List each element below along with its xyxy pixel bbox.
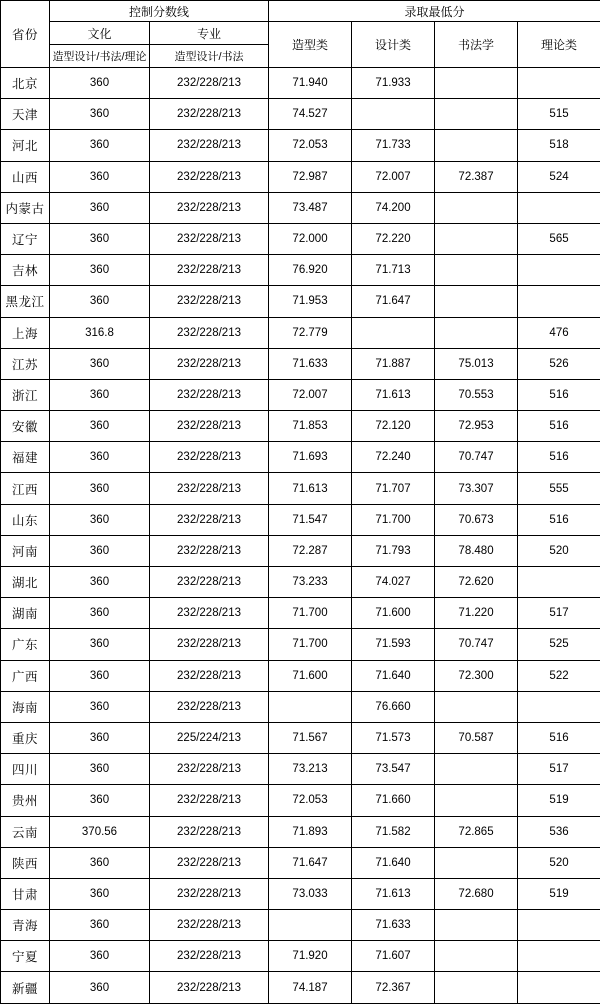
cell-culture: 360 — [50, 567, 150, 598]
cell-calligraphy — [435, 972, 518, 1003]
table-row — [1, 504, 600, 535]
cell-design: 71.607 — [352, 941, 435, 972]
cell-modeling: 73.487 — [269, 192, 352, 223]
cell-design: 71.613 — [352, 379, 435, 410]
cell-province: 黑龙江 — [1, 286, 50, 317]
cell-calligraphy — [435, 99, 518, 130]
cell-theory — [518, 972, 600, 1003]
cell-theory: 518 — [518, 130, 600, 161]
cell-major: 232/228/213 — [150, 598, 269, 629]
cell-culture: 360 — [50, 660, 150, 691]
table-row — [1, 379, 600, 410]
cell-theory: 565 — [518, 223, 600, 254]
cell-culture: 360 — [50, 504, 150, 535]
table-row — [1, 473, 600, 504]
header-min-admission: 录取最低分 — [269, 1, 600, 22]
cell-major: 232/228/213 — [150, 411, 269, 442]
table-row — [1, 68, 600, 99]
cell-calligraphy — [435, 68, 518, 99]
cell-modeling: 73.233 — [269, 567, 352, 598]
cell-calligraphy — [435, 130, 518, 161]
cell-province: 山西 — [1, 161, 50, 192]
cell-design: 72.220 — [352, 223, 435, 254]
cell-major: 232/228/213 — [150, 223, 269, 254]
cell-culture: 360 — [50, 878, 150, 909]
header-control-line: 控制分数线 — [50, 1, 269, 22]
cell-calligraphy: 72.387 — [435, 161, 518, 192]
cell-major: 232/228/213 — [150, 972, 269, 1003]
cell-culture: 360 — [50, 379, 150, 410]
cell-modeling: 71.693 — [269, 442, 352, 473]
cell-design: 71.613 — [352, 878, 435, 909]
cell-modeling: 73.213 — [269, 754, 352, 785]
cell-calligraphy — [435, 286, 518, 317]
cell-province: 河北 — [1, 130, 50, 161]
cell-province: 河南 — [1, 535, 50, 566]
cell-province: 上海 — [1, 317, 50, 348]
cell-theory: 516 — [518, 442, 600, 473]
cell-calligraphy: 73.307 — [435, 473, 518, 504]
table-row — [1, 317, 600, 348]
cell-culture: 360 — [50, 691, 150, 722]
table-row — [1, 223, 600, 254]
cell-calligraphy — [435, 785, 518, 816]
cell-province: 海南 — [1, 691, 50, 722]
cell-major: 232/228/213 — [150, 660, 269, 691]
cell-design: 71.733 — [352, 130, 435, 161]
cell-culture: 360 — [50, 223, 150, 254]
cell-calligraphy — [435, 255, 518, 286]
cell-theory: 520 — [518, 847, 600, 878]
cell-theory: 520 — [518, 535, 600, 566]
cell-theory — [518, 567, 600, 598]
cell-major: 225/224/213 — [150, 722, 269, 753]
cell-modeling: 71.700 — [269, 598, 352, 629]
cell-theory: 555 — [518, 473, 600, 504]
cell-modeling: 71.893 — [269, 816, 352, 847]
cell-province: 浙江 — [1, 379, 50, 410]
cell-culture: 360 — [50, 442, 150, 473]
cell-modeling: 72.053 — [269, 130, 352, 161]
cell-modeling: 71.600 — [269, 660, 352, 691]
header-row-middle — [1, 22, 600, 45]
cell-modeling: 71.647 — [269, 847, 352, 878]
header-culture: 文化 — [50, 22, 150, 45]
cell-province: 湖北 — [1, 567, 50, 598]
table-row — [1, 535, 600, 566]
cell-modeling: 72.007 — [269, 379, 352, 410]
cell-province: 天津 — [1, 99, 50, 130]
table-row — [1, 785, 600, 816]
cell-modeling: 71.633 — [269, 348, 352, 379]
cell-major: 232/228/213 — [150, 691, 269, 722]
cell-province: 北京 — [1, 68, 50, 99]
table-row — [1, 660, 600, 691]
cell-modeling: 71.700 — [269, 629, 352, 660]
cell-theory: 516 — [518, 504, 600, 535]
cell-province: 安徽 — [1, 411, 50, 442]
cell-major: 232/228/213 — [150, 286, 269, 317]
table-row — [1, 722, 600, 753]
cell-theory: 515 — [518, 99, 600, 130]
cell-design: 72.007 — [352, 161, 435, 192]
cell-major: 232/228/213 — [150, 192, 269, 223]
cell-culture: 316.8 — [50, 317, 150, 348]
cell-modeling — [269, 910, 352, 941]
cell-theory — [518, 910, 600, 941]
cell-culture: 360 — [50, 192, 150, 223]
cell-culture: 360 — [50, 286, 150, 317]
cell-major: 232/228/213 — [150, 816, 269, 847]
cell-calligraphy: 72.300 — [435, 660, 518, 691]
cell-modeling: 73.033 — [269, 878, 352, 909]
table-row — [1, 567, 600, 598]
cell-major: 232/228/213 — [150, 68, 269, 99]
cell-province: 四川 — [1, 754, 50, 785]
cell-calligraphy — [435, 754, 518, 785]
cell-calligraphy — [435, 223, 518, 254]
cell-design: 71.640 — [352, 660, 435, 691]
cell-province: 贵州 — [1, 785, 50, 816]
cell-major: 232/228/213 — [150, 535, 269, 566]
table-body — [1, 68, 600, 1004]
cell-theory — [518, 691, 600, 722]
cell-design: 73.547 — [352, 754, 435, 785]
cell-province: 江苏 — [1, 348, 50, 379]
cell-major: 232/228/213 — [150, 130, 269, 161]
cell-calligraphy: 72.865 — [435, 816, 518, 847]
cell-design: 72.367 — [352, 972, 435, 1003]
cell-theory — [518, 286, 600, 317]
table-row — [1, 130, 600, 161]
table-row — [1, 161, 600, 192]
cell-modeling: 74.187 — [269, 972, 352, 1003]
cell-major: 232/228/213 — [150, 379, 269, 410]
cell-culture: 360 — [50, 785, 150, 816]
cell-calligraphy: 70.587 — [435, 722, 518, 753]
cell-theory: 519 — [518, 785, 600, 816]
cell-province: 广东 — [1, 629, 50, 660]
cell-modeling: 72.000 — [269, 223, 352, 254]
table-row — [1, 598, 600, 629]
cell-design: 76.660 — [352, 691, 435, 722]
cell-theory — [518, 941, 600, 972]
cell-culture: 360 — [50, 629, 150, 660]
cell-province: 湖南 — [1, 598, 50, 629]
header-province: 省份 — [1, 1, 50, 68]
cell-calligraphy: 72.953 — [435, 411, 518, 442]
cell-province: 甘肃 — [1, 878, 50, 909]
cell-culture: 360 — [50, 255, 150, 286]
cell-province: 宁夏 — [1, 941, 50, 972]
cell-modeling: 72.987 — [269, 161, 352, 192]
cell-province: 重庆 — [1, 722, 50, 753]
cell-culture: 360 — [50, 972, 150, 1003]
cell-major: 232/228/213 — [150, 878, 269, 909]
cell-major: 232/228/213 — [150, 754, 269, 785]
cell-theory: 517 — [518, 598, 600, 629]
cell-calligraphy: 78.480 — [435, 535, 518, 566]
cell-culture: 360 — [50, 348, 150, 379]
cell-modeling: 71.567 — [269, 722, 352, 753]
cell-theory: 524 — [518, 161, 600, 192]
table-row — [1, 442, 600, 473]
cell-theory — [518, 68, 600, 99]
cell-culture: 360 — [50, 941, 150, 972]
cell-calligraphy — [435, 941, 518, 972]
cell-calligraphy: 70.673 — [435, 504, 518, 535]
cell-design: 71.713 — [352, 255, 435, 286]
cell-theory: 526 — [518, 348, 600, 379]
cell-major: 232/228/213 — [150, 941, 269, 972]
cell-calligraphy: 72.620 — [435, 567, 518, 598]
cell-design: 71.600 — [352, 598, 435, 629]
cell-design — [352, 317, 435, 348]
header-theory: 理论类 — [518, 22, 600, 68]
cell-calligraphy — [435, 317, 518, 348]
header-modeling: 造型类 — [269, 22, 352, 68]
cell-design: 72.120 — [352, 411, 435, 442]
cell-modeling: 71.853 — [269, 411, 352, 442]
cell-theory: 517 — [518, 754, 600, 785]
cell-major: 232/228/213 — [150, 847, 269, 878]
cell-modeling: 71.953 — [269, 286, 352, 317]
cell-design: 71.647 — [352, 286, 435, 317]
header-major: 专业 — [150, 22, 269, 45]
cell-province: 江西 — [1, 473, 50, 504]
cell-calligraphy: 70.747 — [435, 629, 518, 660]
cell-calligraphy: 75.013 — [435, 348, 518, 379]
table-row — [1, 972, 600, 1003]
cell-culture: 370.56 — [50, 816, 150, 847]
cell-major: 232/228/213 — [150, 629, 269, 660]
cell-calligraphy — [435, 192, 518, 223]
cell-theory: 516 — [518, 722, 600, 753]
cell-culture: 360 — [50, 130, 150, 161]
cell-major: 232/228/213 — [150, 567, 269, 598]
table-row — [1, 192, 600, 223]
cell-culture: 360 — [50, 910, 150, 941]
cell-culture: 360 — [50, 722, 150, 753]
cell-theory — [518, 192, 600, 223]
cell-calligraphy — [435, 910, 518, 941]
cell-culture: 360 — [50, 598, 150, 629]
cell-modeling: 71.613 — [269, 473, 352, 504]
table-row — [1, 691, 600, 722]
cell-major: 232/228/213 — [150, 317, 269, 348]
cell-modeling: 74.527 — [269, 99, 352, 130]
table-row — [1, 286, 600, 317]
table-row — [1, 878, 600, 909]
header-major-sub: 造型设计/书法 — [150, 45, 269, 68]
cell-major: 232/228/213 — [150, 99, 269, 130]
cell-culture: 360 — [50, 99, 150, 130]
cell-theory — [518, 255, 600, 286]
cell-theory: 516 — [518, 379, 600, 410]
cell-design: 71.573 — [352, 722, 435, 753]
cell-culture: 360 — [50, 535, 150, 566]
cell-calligraphy — [435, 691, 518, 722]
cell-province: 福建 — [1, 442, 50, 473]
cell-modeling: 71.920 — [269, 941, 352, 972]
cell-major: 232/228/213 — [150, 504, 269, 535]
cell-calligraphy: 70.553 — [435, 379, 518, 410]
cell-design: 72.240 — [352, 442, 435, 473]
cell-modeling: 72.053 — [269, 785, 352, 816]
table-row — [1, 255, 600, 286]
cell-theory: 522 — [518, 660, 600, 691]
cell-culture: 360 — [50, 411, 150, 442]
header-design: 设计类 — [352, 22, 435, 68]
table-row — [1, 847, 600, 878]
cell-modeling — [269, 691, 352, 722]
cell-major: 232/228/213 — [150, 785, 269, 816]
cell-design: 71.707 — [352, 473, 435, 504]
header-calligraphy: 书法学 — [435, 22, 518, 68]
table-row — [1, 411, 600, 442]
table-row — [1, 754, 600, 785]
cell-design: 71.887 — [352, 348, 435, 379]
cell-major: 232/228/213 — [150, 910, 269, 941]
cell-theory: 476 — [518, 317, 600, 348]
cell-calligraphy: 70.747 — [435, 442, 518, 473]
cell-design: 71.593 — [352, 629, 435, 660]
cell-province: 青海 — [1, 910, 50, 941]
cell-culture: 360 — [50, 754, 150, 785]
cell-culture: 360 — [50, 473, 150, 504]
cell-design: 71.640 — [352, 847, 435, 878]
cell-province: 内蒙古 — [1, 192, 50, 223]
header-culture-sub: 造型设计/书法/理论 — [50, 45, 150, 68]
table-row — [1, 816, 600, 847]
table-row — [1, 941, 600, 972]
header-row-top — [1, 1, 600, 22]
cell-culture: 360 — [50, 68, 150, 99]
cell-province: 广西 — [1, 660, 50, 691]
cell-province: 山东 — [1, 504, 50, 535]
cell-calligraphy: 71.220 — [435, 598, 518, 629]
cell-province: 云南 — [1, 816, 50, 847]
table-row — [1, 348, 600, 379]
cell-theory: 536 — [518, 816, 600, 847]
cell-modeling: 71.940 — [269, 68, 352, 99]
cell-major: 232/228/213 — [150, 473, 269, 504]
table-row — [1, 910, 600, 941]
cell-design: 71.660 — [352, 785, 435, 816]
cell-theory: 519 — [518, 878, 600, 909]
cell-design: 74.027 — [352, 567, 435, 598]
cell-calligraphy — [435, 847, 518, 878]
cell-modeling: 72.779 — [269, 317, 352, 348]
cell-calligraphy: 72.680 — [435, 878, 518, 909]
cell-design: 71.582 — [352, 816, 435, 847]
cell-major: 232/228/213 — [150, 348, 269, 379]
cell-design: 71.933 — [352, 68, 435, 99]
cell-province: 新疆 — [1, 972, 50, 1003]
table-row — [1, 99, 600, 130]
cell-province: 陕西 — [1, 847, 50, 878]
cell-province: 吉林 — [1, 255, 50, 286]
cell-modeling: 71.547 — [269, 504, 352, 535]
cell-design: 71.700 — [352, 504, 435, 535]
cell-modeling: 72.287 — [269, 535, 352, 566]
cell-major: 232/228/213 — [150, 442, 269, 473]
cell-theory: 525 — [518, 629, 600, 660]
cell-design: 71.633 — [352, 910, 435, 941]
cell-design — [352, 99, 435, 130]
cell-theory: 516 — [518, 411, 600, 442]
cell-province: 辽宁 — [1, 223, 50, 254]
cell-major: 232/228/213 — [150, 255, 269, 286]
cell-modeling: 76.920 — [269, 255, 352, 286]
cell-design: 74.200 — [352, 192, 435, 223]
cell-design: 71.793 — [352, 535, 435, 566]
table-header — [1, 1, 600, 68]
table-row — [1, 629, 600, 660]
cell-culture: 360 — [50, 161, 150, 192]
cell-major: 232/228/213 — [150, 161, 269, 192]
cell-culture: 360 — [50, 847, 150, 878]
